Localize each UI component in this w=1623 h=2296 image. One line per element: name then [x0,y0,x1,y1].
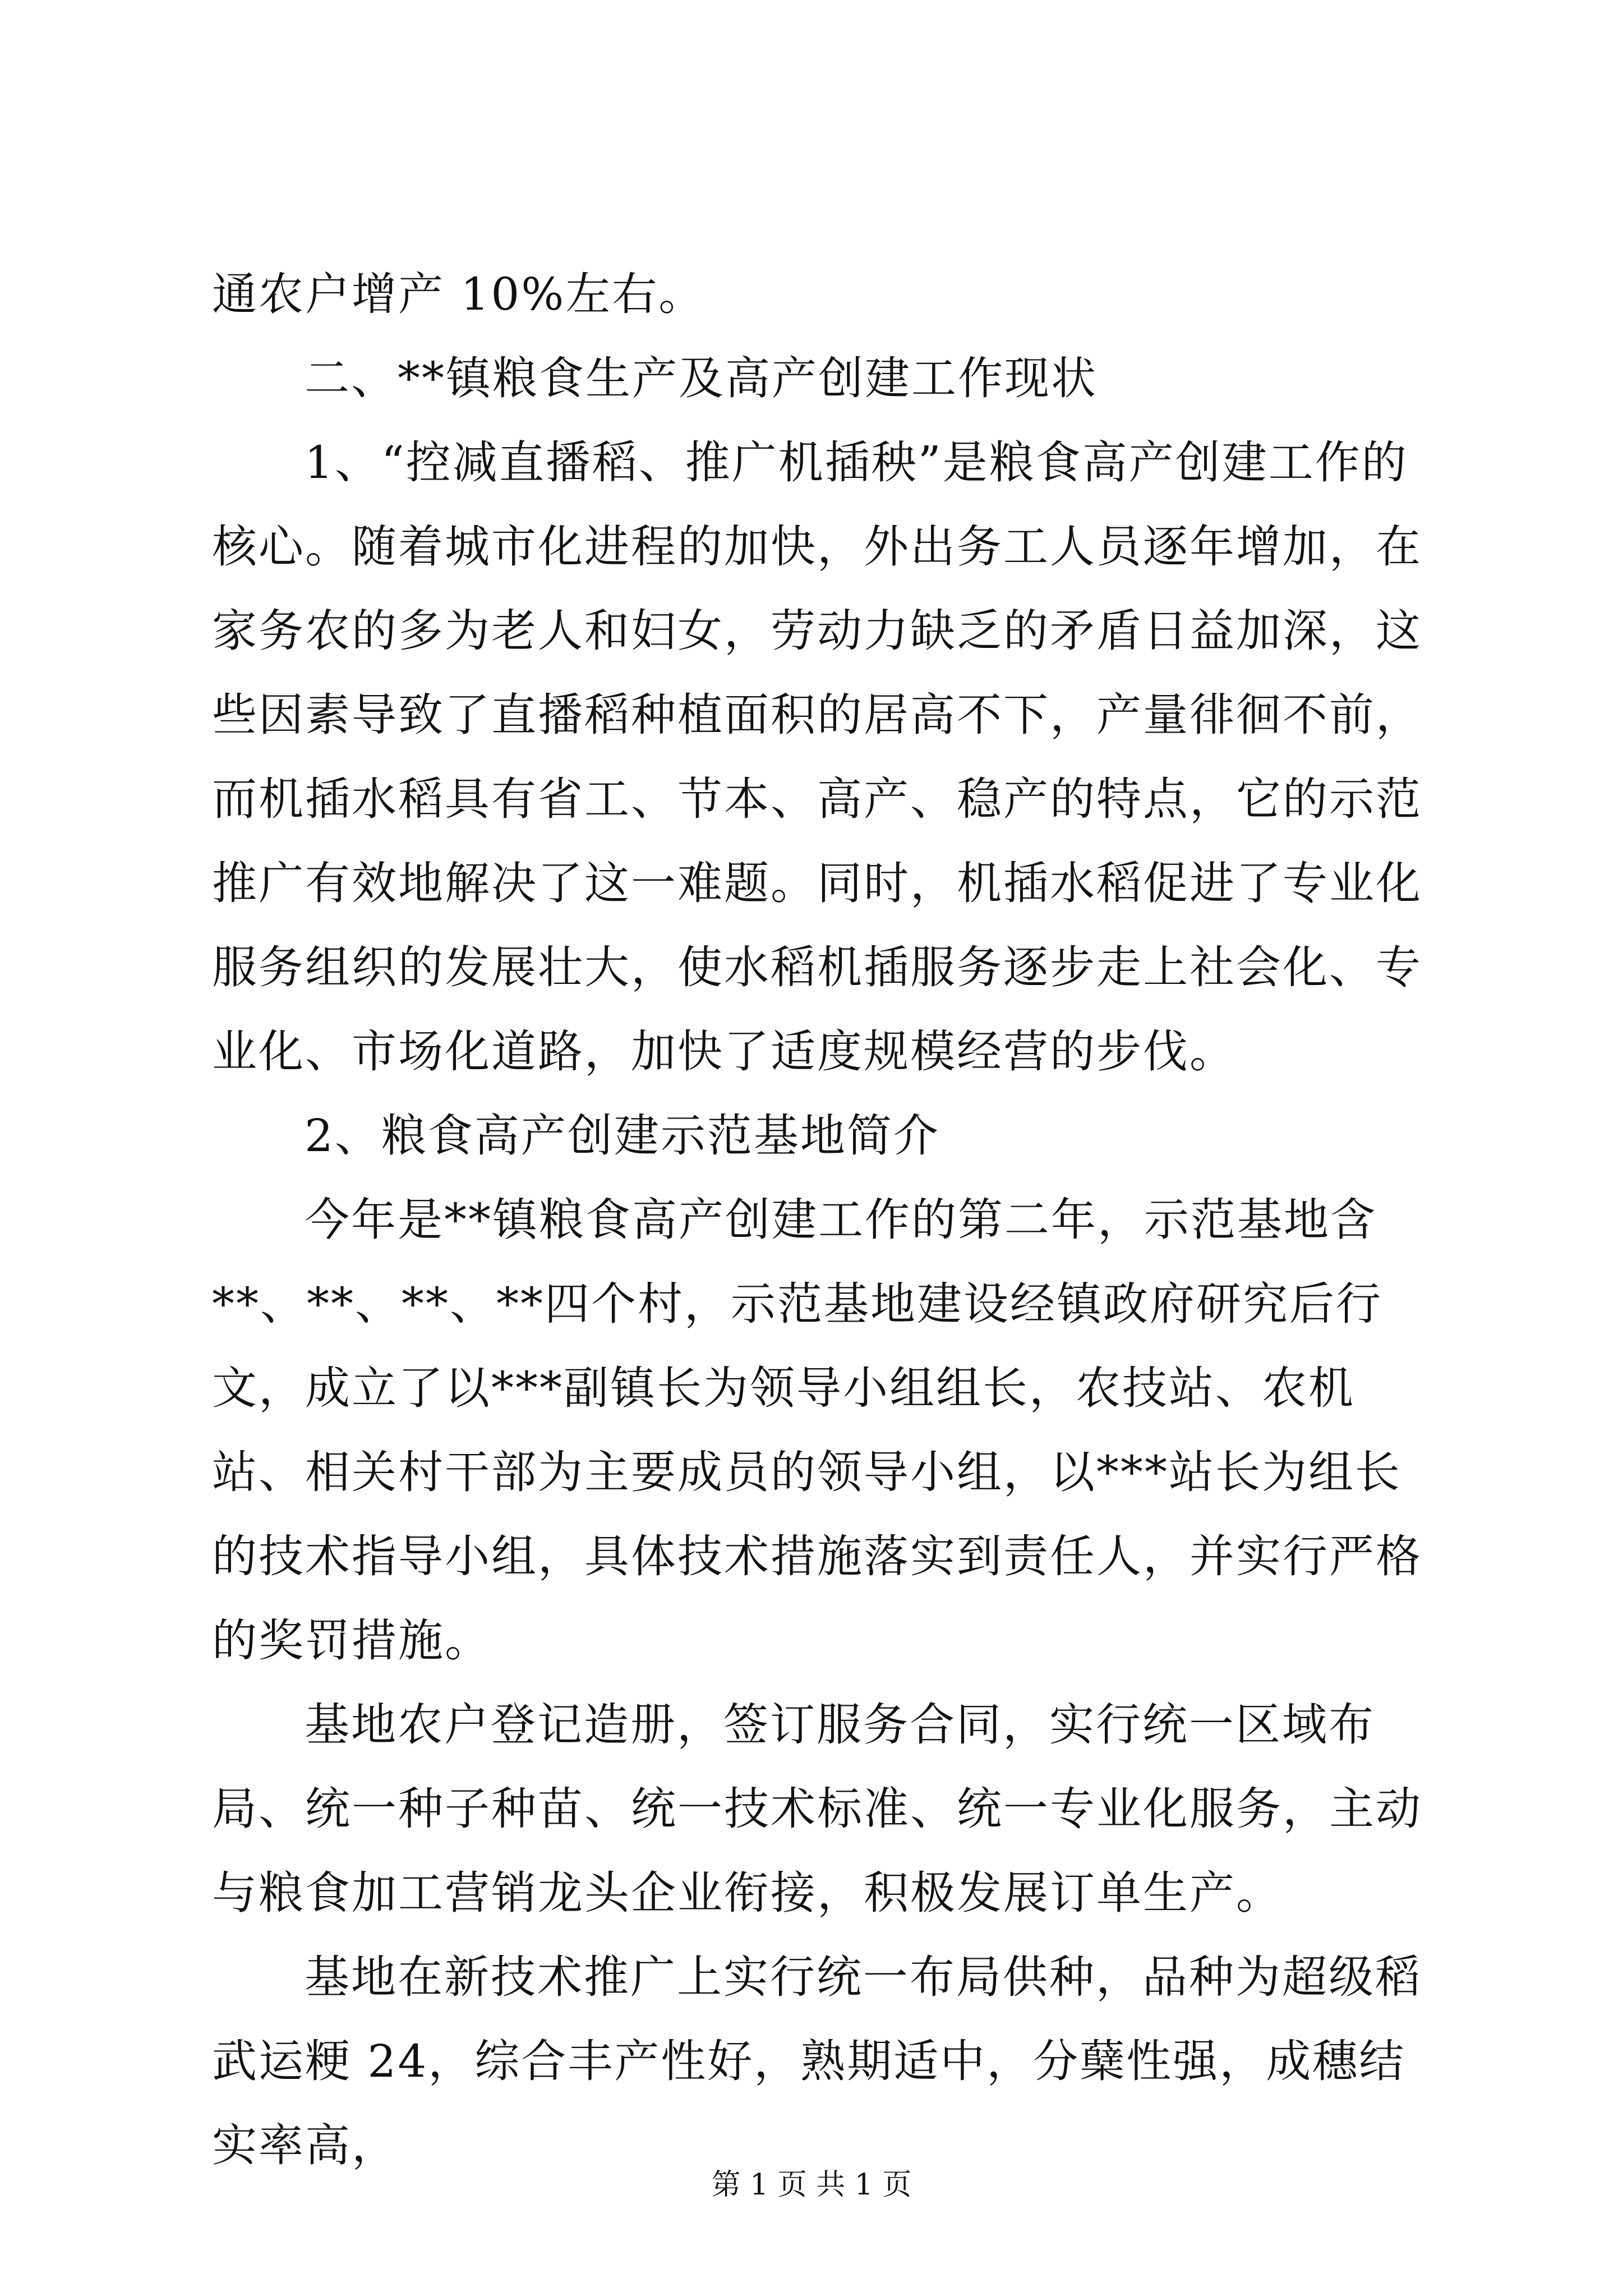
paragraph-continuation: 通农户增产 10%左右。 [212,268,706,320]
paragraph-core-point: 1、“控减直播稻、推广机插秧”是粮食高产创建工作的核心。随着城市化进程的加快，外出务工人员逐年增加，在家务农的多为老人和妇女，劳动力缺乏的矛盾日益加深，这些因素导致了直播稻种植面积的居高不下，产量徘徊不前，而机插水稻具有省工、节本、高产、稳产的特点，它的示范推广有效地解决了这一难题。同时，机插水稻促进了专业化服务组织的发展壮大，使水稻机插服务逐步走上社会化、专业化、市场化道路，加快了适度规模经营的步伐。 [212,436,1422,1078]
subsection-heading: 2、粮食高产创建示范基地简介 [305,1110,940,1162]
section-heading: 二、**镇粮食生产及高产创建工作现状 [305,352,1098,404]
page-number-footer: 第 1 页 共 1 页 [711,2168,912,2202]
paragraph-farmer-registration: 基地农户登记造册，签订服务合同，实行统一区域布局、统一种子种苗、统一技术标准、统一专业化服务，主动与粮食加工营销龙头企业衔接，积极发展订单生产。 [212,1699,1422,1919]
document-body [212,252,1423,2188]
paragraph-base-intro: 今年是**镇粮食高产创建工作的第二年，示范基地含**、**、**、**四个村，示范基地建设经镇政府研究后行文，成立了以***副镇长为领导小组组长，农技站、农机站、相关村干部为主要成员的领导小组，以***站长为组长的技术指导小组，具体技术措施落实到责任人，并实行严格的奖罚措施。 [212,1194,1422,1667]
paragraph-new-technology: 基地在新技术推广上实行统一布局供种，品种为超级稻武运粳 24，综合丰产性好，熟期适中，分蘖性强，成穗结实率高， [212,1951,1422,2171]
